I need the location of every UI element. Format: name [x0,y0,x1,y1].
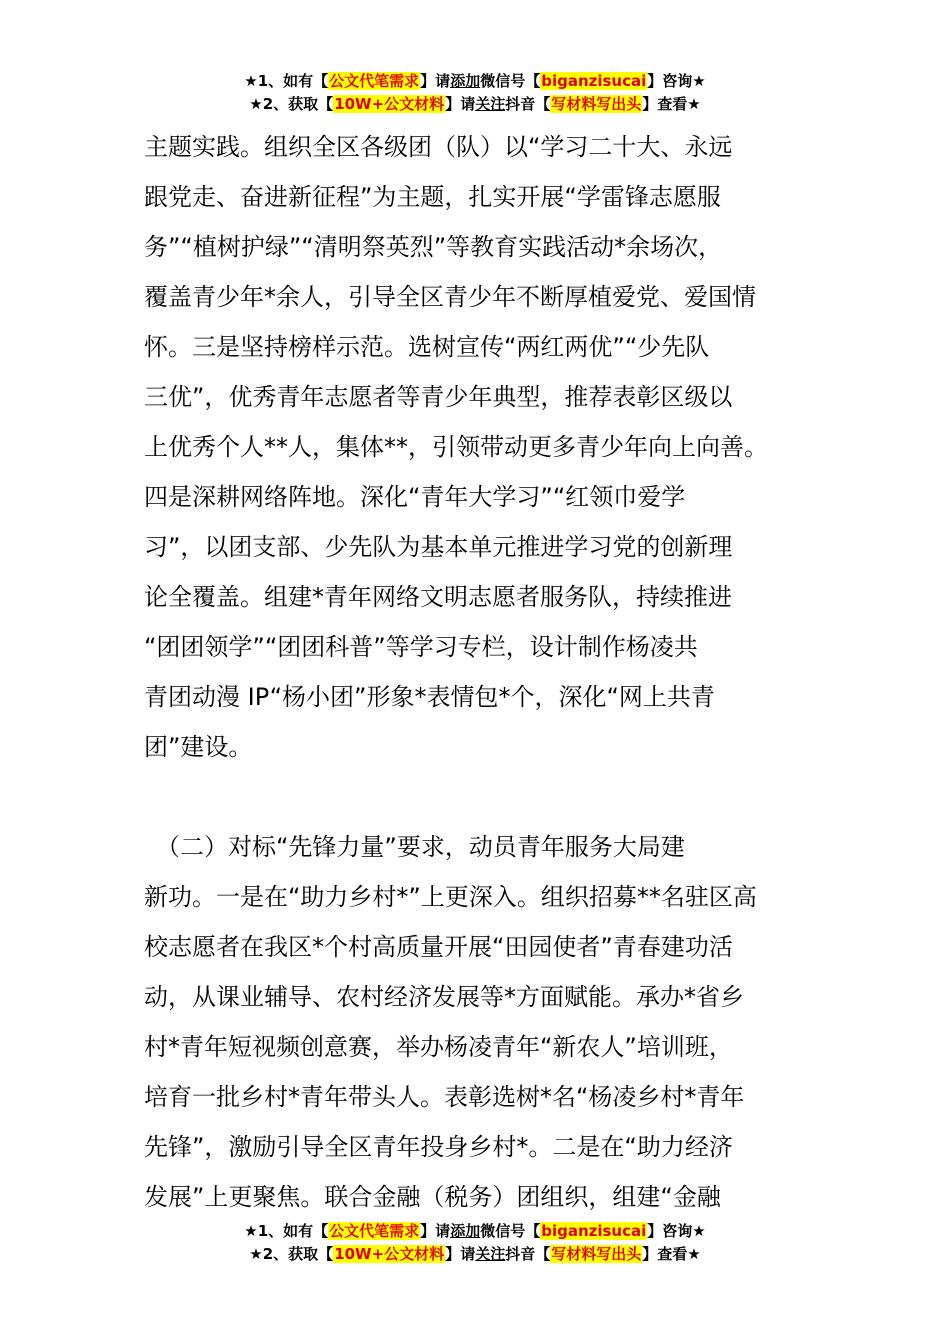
banner-line-2 [0,93,950,116]
banner-line-2 [0,1243,950,1266]
text-line: 习”，以团支部、少先队为基本单元推进学习党的创新理 [144,533,733,561]
banner-text: 】请 [420,1222,451,1240]
document-body [144,122,824,1222]
paragraph-spacer [144,772,824,822]
text-line: 培育一批乡村*青年带头人。表彰选树*名“杨凌乡村*青年 [144,1083,745,1111]
paragraph-1 [144,122,824,772]
header-banner [0,70,950,116]
text-line: 跟党走、奋进新征程”为主题，扎实开展“学雷锋志愿服 [144,183,721,211]
text-line: 务”“植树护绿”“清明祭英烈”等教育实践活动*余场次， [144,233,723,261]
banner-text: 抖音【 [505,95,551,113]
banner-highlight: 10W+公文材料 [334,95,445,113]
text-line: 村*青年短视频创意赛，举办杨凌青年“新农人”培训班， [144,1033,733,1061]
text-line: “团团领学”“团团科普”等学习专栏，设计制作杨凌共 [144,633,698,661]
banner-text: ★1、如有【 [244,72,329,90]
banner-highlight: biganzisucai [541,72,647,90]
banner-text: ★2、获取【 [249,1245,334,1263]
text-line: 论全覆盖。组建*青年网络文明志愿者服务队，持续推进 [144,583,732,611]
text-line: 先锋”，激励引导全区青年投身乡村*。二是在“助力经济 [144,1133,733,1161]
banner-highlight: 公文代笔需求 [329,72,420,90]
banner-text: ★2、获取【 [249,95,334,113]
text-line: 青团动漫 IP“杨小团”形象*表情包*个，深化“网上共青 [144,683,715,711]
text-line: 动，从课业辅导、农村经济发展等*方面赋能。承办*省乡 [144,983,744,1011]
banner-highlight: 写材料写出头 [551,1245,642,1263]
banner-underline: 关注 [475,1245,506,1263]
banner-highlight: 10W+公文材料 [334,1245,445,1263]
text-line: （二）对标“先锋力量”要求，动员青年服务大局建 [144,833,685,861]
text-line: 新功。一是在“助力乡村*”上更深入。组织招募**名驻区高 [144,883,757,911]
banner-highlight: 公文代笔需求 [329,1222,420,1240]
text-line: 怀。三是坚持榜样示范。选树宣传“两红两优”“少先队 [144,333,710,361]
banner-text: 】请 [420,72,451,90]
banner-underline: 添加 [450,1222,481,1240]
banner-text: 】请 [445,1245,476,1263]
banner-text: ★1、如有【 [244,1222,329,1240]
text-line: 三优”，优秀青年志愿者等青少年典型，推荐表彰区级以 [144,383,733,411]
text-line: 发展”上更聚焦。联合金融（税务）团组织，组建“金融 [144,1183,721,1211]
banner-underline: 添加 [450,72,481,90]
banner-text: 抖音【 [505,1245,551,1263]
banner-line-1 [0,1220,950,1243]
banner-text: 】查看★ [642,95,701,113]
footer-banner [0,1220,950,1266]
banner-text: 】请 [445,95,476,113]
text-line: 覆盖青少年*余人，引导全区青少年不断厚植爱党、爱国情 [144,283,756,311]
paragraph-2 [144,822,824,1222]
banner-text: 】咨询★ [647,72,706,90]
text-line: 主题实践。组织全区各级团（队）以“学习二十大、永远 [144,133,733,161]
text-line: 团”建设。 [144,733,253,761]
banner-highlight: 写材料写出头 [551,95,642,113]
banner-text: 】咨询★ [647,1222,706,1240]
banner-line-1 [0,70,950,93]
banner-highlight: biganzisucai [541,1222,647,1240]
text-line: 上优秀个人**人，集体**，引领带动更多青少年向上向善。 [144,433,768,461]
text-line: 四是深耕网络阵地。深化“青年大学习”“红领巾爱学 [144,483,686,511]
banner-underline: 关注 [475,95,506,113]
banner-text: 微信号【 [480,1222,541,1240]
text-line: 校志愿者在我区*个村高质量开展“田园使者”青春建功活 [144,933,733,961]
banner-text: 微信号【 [480,72,541,90]
banner-text: 】查看★ [642,1245,701,1263]
